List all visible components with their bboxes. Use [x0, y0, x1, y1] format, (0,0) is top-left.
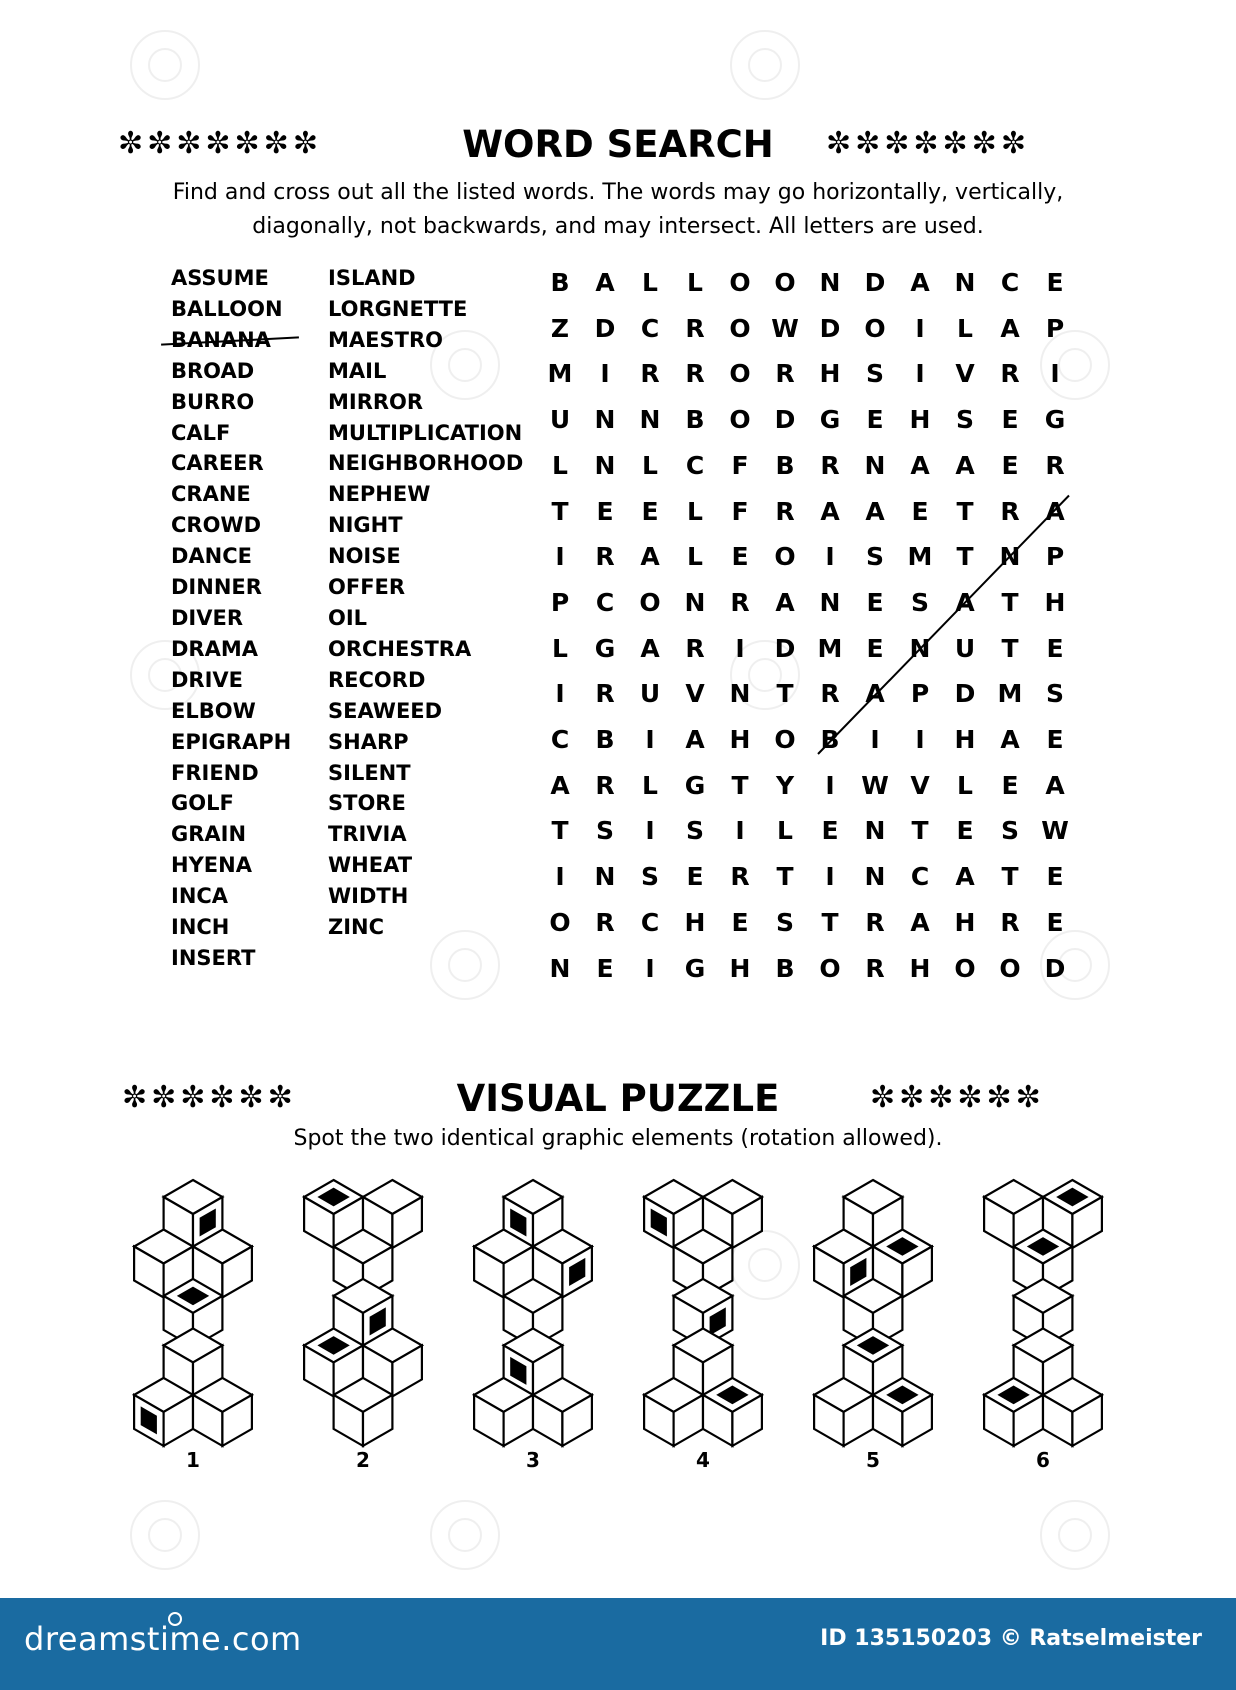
word-list-item: EPIGRAPH: [171, 729, 292, 754]
grid-letter[interactable]: S: [775, 907, 794, 937]
grid-letter[interactable]: P: [910, 679, 930, 709]
grid-letter[interactable]: T: [911, 816, 929, 846]
grid-letter[interactable]: N: [594, 405, 616, 435]
grid-letter[interactable]: O: [729, 313, 751, 343]
cube-figure-2[interactable]: [304, 1180, 422, 1446]
logo-swirl-icon: [168, 1612, 182, 1626]
figure-label-5[interactable]: 5: [866, 1448, 880, 1472]
grid-letter[interactable]: E: [1001, 405, 1019, 435]
word-list-item: ZINC: [328, 915, 385, 940]
grid-letter[interactable]: M: [817, 633, 843, 663]
grid-letter[interactable]: C: [685, 450, 705, 480]
grid-letter[interactable]: R: [820, 450, 840, 480]
grid-letter[interactable]: O: [774, 542, 796, 572]
grid-letter[interactable]: R: [1000, 907, 1020, 937]
word-list-item: DRAMA: [171, 636, 259, 661]
grid-letter[interactable]: U: [639, 679, 661, 709]
grid-letter[interactable]: B: [595, 725, 615, 754]
star-ornament-left-icon: ✼✼✼✼✼✼: [122, 1080, 297, 1115]
grid-letter[interactable]: A: [685, 725, 705, 754]
grid-letter[interactable]: O: [549, 907, 571, 937]
grid-letter[interactable]: I: [825, 542, 835, 572]
word-list-item: CRANE: [171, 482, 251, 507]
visual-puzzle-header: [0, 1074, 1236, 1124]
grid-letter[interactable]: L: [687, 542, 703, 572]
grid-letter[interactable]: V: [955, 359, 975, 389]
grid-letter[interactable]: T: [776, 679, 794, 709]
grid-letter[interactable]: A: [865, 679, 885, 709]
grid-letter[interactable]: N: [999, 542, 1021, 572]
word-list-item: ELBOW: [171, 698, 256, 723]
grid-letter[interactable]: L: [687, 268, 703, 297]
grid-letter[interactable]: T: [776, 862, 794, 892]
grid-letter[interactable]: R: [775, 496, 795, 526]
grid-letter[interactable]: A: [1045, 496, 1065, 526]
grid-letter[interactable]: D: [594, 313, 616, 343]
grid-letter[interactable]: G: [684, 770, 706, 800]
word-list-item: STORE: [328, 791, 406, 816]
grid-letter[interactable]: S: [685, 816, 704, 846]
grid-letter[interactable]: N: [549, 953, 571, 983]
grid-letter[interactable]: E: [1046, 268, 1064, 297]
grid-letter[interactable]: C: [640, 907, 660, 937]
grid-letter[interactable]: B: [550, 268, 570, 297]
visual-puzzle-figures: [0, 1170, 1236, 1450]
grid-letter[interactable]: N: [864, 816, 886, 846]
grid-letter[interactable]: S: [910, 587, 929, 617]
grid-letter[interactable]: H: [684, 907, 706, 937]
grid-letter[interactable]: T: [731, 770, 749, 800]
word-list-item: BURRO: [171, 389, 255, 414]
word-list-item: TRIVIA: [328, 822, 407, 847]
grid-letter[interactable]: P: [1045, 313, 1065, 343]
cube-figure-5[interactable]: [814, 1180, 932, 1446]
cube-figure-6[interactable]: [984, 1180, 1102, 1446]
grid-letter[interactable]: T: [956, 496, 974, 526]
grid-letter[interactable]: I: [915, 313, 925, 343]
grid-letter[interactable]: Y: [775, 770, 795, 800]
word-list-item: CALF: [171, 420, 231, 445]
grid-letter[interactable]: S: [1045, 679, 1064, 709]
grid-letter[interactable]: O: [774, 268, 796, 297]
grid-letter[interactable]: W: [1041, 816, 1069, 846]
grid-letter[interactable]: R: [595, 542, 615, 572]
grid-letter[interactable]: E: [1046, 862, 1064, 892]
word-list-item: CROWD: [171, 513, 262, 538]
grid-letter[interactable]: E: [641, 496, 659, 526]
grid-letter[interactable]: I: [645, 725, 655, 754]
grid-letter[interactable]: O: [774, 725, 796, 754]
word-list-item: DINNER: [171, 575, 262, 600]
grid-letter[interactable]: B: [775, 953, 795, 983]
grid-letter[interactable]: R: [775, 359, 795, 389]
grid-letter[interactable]: H: [729, 953, 751, 983]
word-list-item: GOLF: [171, 791, 234, 816]
grid-letter[interactable]: E: [866, 633, 884, 663]
grid-letter[interactable]: W: [861, 770, 889, 800]
grid-letter[interactable]: T: [1001, 862, 1019, 892]
grid-letter[interactable]: E: [866, 587, 884, 617]
grid-letter[interactable]: N: [954, 268, 976, 297]
grid-letter[interactable]: R: [640, 359, 660, 389]
stock-footer-bar: [0, 1598, 1236, 1690]
grid-letter[interactable]: L: [642, 770, 658, 800]
grid-letter[interactable]: E: [1046, 907, 1064, 937]
grid-letter[interactable]: S: [865, 542, 884, 572]
star-ornament-right-icon: ✼✼✼✼✼✼✼: [826, 126, 1030, 161]
grid-letter[interactable]: L: [552, 633, 568, 663]
grid-letter[interactable]: A: [820, 496, 840, 526]
grid-letter[interactable]: L: [687, 496, 703, 526]
visual-puzzle-title: VISUAL PUZZLE: [456, 1077, 780, 1120]
word-list-item: INCA: [171, 884, 229, 909]
figure-label-3[interactable]: 3: [526, 1448, 540, 1472]
grid-letter[interactable]: A: [640, 633, 660, 663]
grid-letter[interactable]: C: [640, 313, 660, 343]
watermark-swirl-icon: [130, 1500, 200, 1570]
grid-letter[interactable]: E: [686, 862, 704, 892]
grid-letter[interactable]: A: [1000, 313, 1020, 343]
word-list-item: ASSUME: [171, 266, 269, 290]
grid-letter[interactable]: R: [730, 587, 750, 617]
grid-letter[interactable]: I: [600, 359, 610, 389]
cube-figure-4[interactable]: [644, 1180, 762, 1446]
word-search-title: WORD SEARCH: [462, 123, 774, 166]
dreamstime-logo[interactable]: dreamstime.com: [24, 1620, 302, 1658]
grid-letter[interactable]: E: [956, 816, 974, 846]
grid-letter[interactable]: R: [865, 953, 885, 983]
cube-figures: [0, 1170, 1236, 1450]
visual-puzzle-instructions: Spot the two identical graphic elements (rotation allowed).: [293, 1126, 943, 1151]
grid-letter[interactable]: N: [819, 587, 841, 617]
grid-letter[interactable]: T: [1001, 587, 1019, 617]
grid-letter[interactable]: B: [820, 725, 840, 754]
grid-letter[interactable]: S: [595, 816, 614, 846]
grid-letter[interactable]: I: [735, 816, 745, 846]
grid-letter[interactable]: B: [685, 405, 705, 435]
word-list-item: DRIVE: [171, 667, 244, 692]
grid-letter[interactable]: C: [595, 587, 615, 617]
grid-letter[interactable]: R: [865, 907, 885, 937]
star-ornament-left-icon: ✼✼✼✼✼✼✼: [118, 126, 322, 161]
grid-letter[interactable]: M: [547, 359, 573, 389]
grid-letter[interactable]: I: [915, 725, 925, 754]
grid-letter[interactable]: F: [731, 496, 749, 526]
word-list-item: OIL: [328, 605, 368, 630]
grid-letter[interactable]: E: [911, 496, 929, 526]
grid-letter[interactable]: T: [1001, 633, 1019, 663]
grid-letter[interactable]: C: [910, 862, 930, 892]
grid-letter[interactable]: R: [1045, 450, 1065, 480]
word-list-item: LORGNETTE: [328, 296, 468, 321]
grid-letter[interactable]: G: [684, 953, 706, 983]
grid-letter[interactable]: L: [957, 770, 973, 800]
grid-letter[interactable]: H: [954, 725, 976, 754]
cube-figure-3[interactable]: [474, 1180, 592, 1446]
grid-letter[interactable]: A: [910, 450, 930, 480]
grid-letter[interactable]: I: [645, 953, 655, 983]
grid-letter[interactable]: E: [731, 907, 749, 937]
word-list-item: BROAD: [171, 358, 255, 383]
grid-letter[interactable]: D: [954, 679, 976, 709]
word-list-item: WIDTH: [328, 884, 409, 909]
grid-letter[interactable]: N: [639, 405, 661, 435]
grid-letter[interactable]: O: [954, 953, 976, 983]
grid-letter[interactable]: A: [955, 587, 975, 617]
grid-letter[interactable]: L: [642, 268, 658, 297]
grid-letter[interactable]: O: [864, 313, 886, 343]
grid-letter[interactable]: T: [821, 907, 839, 937]
grid-letter[interactable]: I: [555, 542, 565, 572]
image-credit: ID 135150203 © Ratselmeister: [820, 1626, 1202, 1651]
grid-letter[interactable]: B: [775, 450, 795, 480]
grid-letter[interactable]: L: [642, 450, 658, 480]
grid-letter[interactable]: N: [864, 862, 886, 892]
grid-letter[interactable]: A: [640, 542, 660, 572]
watermark-swirl-icon: [1040, 1500, 1110, 1570]
grid-letter[interactable]: L: [777, 816, 793, 846]
word-list-item: WHEAT: [328, 853, 413, 878]
watermark-swirl-icon: [130, 30, 200, 100]
word-list-item: SILENT: [328, 760, 411, 785]
grid-letter[interactable]: L: [957, 313, 973, 343]
grid-letter[interactable]: A: [955, 450, 975, 480]
grid-letter[interactable]: U: [954, 633, 976, 663]
grid-letter[interactable]: I: [825, 862, 835, 892]
grid-letter[interactable]: O: [999, 953, 1021, 983]
grid-letter[interactable]: N: [909, 633, 931, 663]
grid-letter[interactable]: E: [866, 405, 884, 435]
grid-letter[interactable]: R: [685, 633, 705, 663]
word-list-item: DIVER: [171, 605, 244, 630]
grid-letter[interactable]: A: [1000, 725, 1020, 754]
grid-letter[interactable]: A: [910, 268, 930, 297]
grid-letter[interactable]: T: [956, 542, 974, 572]
grid-letter[interactable]: O: [819, 953, 841, 983]
grid-letter[interactable]: R: [1000, 496, 1020, 526]
word-list-item: NEIGHBORHOOD: [328, 451, 524, 476]
grid-letter[interactable]: A: [1045, 770, 1065, 800]
word-list-item: NOISE: [328, 544, 401, 569]
grid-letter[interactable]: V: [685, 679, 705, 709]
word-list-item: SHARP: [328, 729, 409, 754]
figure-label-1[interactable]: 1: [186, 1448, 200, 1472]
grid-letter[interactable]: H: [954, 907, 976, 937]
figure-label-2[interactable]: 2: [356, 1448, 370, 1472]
grid-letter[interactable]: N: [684, 587, 706, 617]
grid-letter[interactable]: T: [551, 816, 569, 846]
grid-letter[interactable]: N: [594, 862, 616, 892]
watermark-swirl-icon: [430, 1500, 500, 1570]
grid-letter[interactable]: P: [550, 587, 570, 617]
star-ornament-right-icon: ✼✼✼✼✼✼: [870, 1080, 1045, 1115]
word-search-instructions-line2: diagonally, not backwards, and may intersect. All letters are used.: [252, 214, 984, 239]
grid-letter[interactable]: L: [552, 450, 568, 480]
grid-letter[interactable]: R: [685, 359, 705, 389]
letter-grid[interactable]: [540, 260, 1080, 992]
word-list-item: MIRROR: [328, 389, 424, 414]
grid-letter[interactable]: E: [1001, 770, 1019, 800]
grid-letter[interactable]: G: [594, 633, 616, 663]
grid-letter[interactable]: A: [865, 496, 885, 526]
word-search-instructions-line1: Find and cross out all the listed words. The words may go horizontally, vertically,: [172, 180, 1064, 205]
word-search-header: [0, 120, 1236, 170]
word-list-item: CAREER: [171, 451, 264, 476]
grid-letter[interactable]: G: [819, 405, 841, 435]
word-list-item: SEAWEED: [328, 698, 443, 723]
watermark-swirl-icon: [730, 30, 800, 100]
grid-letter[interactable]: H: [819, 359, 841, 389]
grid-letter[interactable]: C: [1000, 268, 1020, 297]
grid-letter[interactable]: D: [774, 405, 796, 435]
cube-figure-1[interactable]: [134, 1180, 252, 1446]
grid-letter[interactable]: O: [729, 359, 751, 389]
grid-letter[interactable]: R: [595, 770, 615, 800]
grid-letter[interactable]: O: [639, 587, 661, 617]
grid-letter[interactable]: H: [1044, 587, 1066, 617]
grid-letter[interactable]: S: [640, 862, 659, 892]
word-list-item: ISLAND: [328, 266, 416, 290]
word-list-item: OFFER: [328, 575, 406, 600]
grid-letter[interactable]: E: [1001, 450, 1019, 480]
grid-letter[interactable]: W: [771, 313, 799, 343]
grid-letter[interactable]: S: [1000, 816, 1019, 846]
grid-letter[interactable]: A: [550, 770, 570, 800]
word-list-item: NIGHT: [328, 513, 403, 538]
grid-letter[interactable]: A: [595, 268, 615, 297]
grid-letter[interactable]: G: [1044, 405, 1066, 435]
figure-label-6[interactable]: 6: [1036, 1448, 1050, 1472]
grid-letter[interactable]: R: [595, 679, 615, 709]
word-list-item: RECORD: [328, 667, 426, 692]
grid-letter[interactable]: N: [729, 679, 751, 709]
word-list-item: FRIEND: [171, 760, 259, 785]
grid-letter[interactable]: V: [910, 770, 930, 800]
word-list-item: NEPHEW: [328, 482, 431, 507]
word-list-item: INCH: [171, 915, 230, 940]
grid-letter[interactable]: D: [864, 268, 886, 297]
word-list-item: GRAIN: [171, 822, 247, 847]
word-list-item: HYENA: [171, 853, 252, 878]
grid-letter[interactable]: E: [821, 816, 839, 846]
grid-letter[interactable]: E: [731, 542, 749, 572]
grid-letter[interactable]: E: [596, 496, 614, 526]
figure-label-4[interactable]: 4: [696, 1448, 710, 1472]
grid-letter[interactable]: M: [997, 679, 1023, 709]
word-list-item: MAESTRO: [328, 327, 443, 352]
grid-letter[interactable]: I: [645, 816, 655, 846]
word-list-item: ORCHESTRA: [328, 636, 472, 661]
grid-letter[interactable]: R: [595, 907, 615, 937]
word-list-item: MULTIPLICATION: [328, 420, 523, 445]
grid-letter[interactable]: I: [555, 862, 565, 892]
grid-letter[interactable]: C: [550, 725, 570, 754]
grid-letter[interactable]: I: [735, 633, 745, 663]
word-list-column-1: [171, 263, 291, 974]
grid-letter[interactable]: N: [864, 450, 886, 480]
grid-letter[interactable]: S: [955, 405, 974, 435]
grid-letter[interactable]: A: [910, 907, 930, 937]
grid-letter[interactable]: Z: [550, 313, 570, 343]
grid-letter[interactable]: U: [549, 405, 571, 435]
grid-letter[interactable]: O: [729, 405, 751, 435]
grid-letter[interactable]: M: [907, 542, 933, 572]
word-list-item: INSERT: [171, 945, 256, 970]
grid-letter[interactable]: D: [819, 313, 841, 343]
grid-letter[interactable]: S: [865, 359, 884, 389]
grid-letter[interactable]: N: [819, 268, 841, 297]
grid-letter[interactable]: I: [915, 359, 925, 389]
grid-letter[interactable]: I: [870, 725, 880, 754]
grid-letter[interactable]: R: [730, 862, 750, 892]
grid-letter[interactable]: D: [774, 633, 796, 663]
word-list-item: DANCE: [171, 544, 253, 569]
grid-letter[interactable]: I: [1050, 359, 1060, 389]
word-list-item: MAIL: [328, 358, 387, 383]
grid-letter[interactable]: H: [909, 405, 931, 435]
grid-letter[interactable]: O: [729, 268, 751, 297]
grid-letter[interactable]: A: [775, 587, 795, 617]
grid-letter[interactable]: R: [820, 679, 840, 709]
grid-letter[interactable]: F: [731, 450, 749, 480]
grid-letter[interactable]: H: [909, 953, 931, 983]
grid-letter[interactable]: A: [955, 862, 975, 892]
word-list-column-2: [328, 263, 523, 943]
grid-letter[interactable]: E: [1046, 633, 1064, 663]
grid-letter[interactable]: N: [594, 450, 616, 480]
grid-letter[interactable]: E: [1046, 725, 1064, 754]
grid-letter[interactable]: R: [1000, 359, 1020, 389]
grid-letter[interactable]: T: [551, 496, 569, 526]
grid-letter[interactable]: R: [685, 313, 705, 343]
grid-letter[interactable]: P: [1045, 542, 1065, 572]
grid-letter[interactable]: I: [555, 679, 565, 709]
grid-letter[interactable]: D: [1044, 953, 1066, 983]
grid-letter[interactable]: E: [596, 953, 614, 983]
grid-letter[interactable]: H: [729, 725, 751, 754]
word-list-item: BANANA: [171, 325, 291, 356]
word-list-item: BALLOON: [171, 296, 283, 321]
grid-letter[interactable]: I: [825, 770, 835, 800]
